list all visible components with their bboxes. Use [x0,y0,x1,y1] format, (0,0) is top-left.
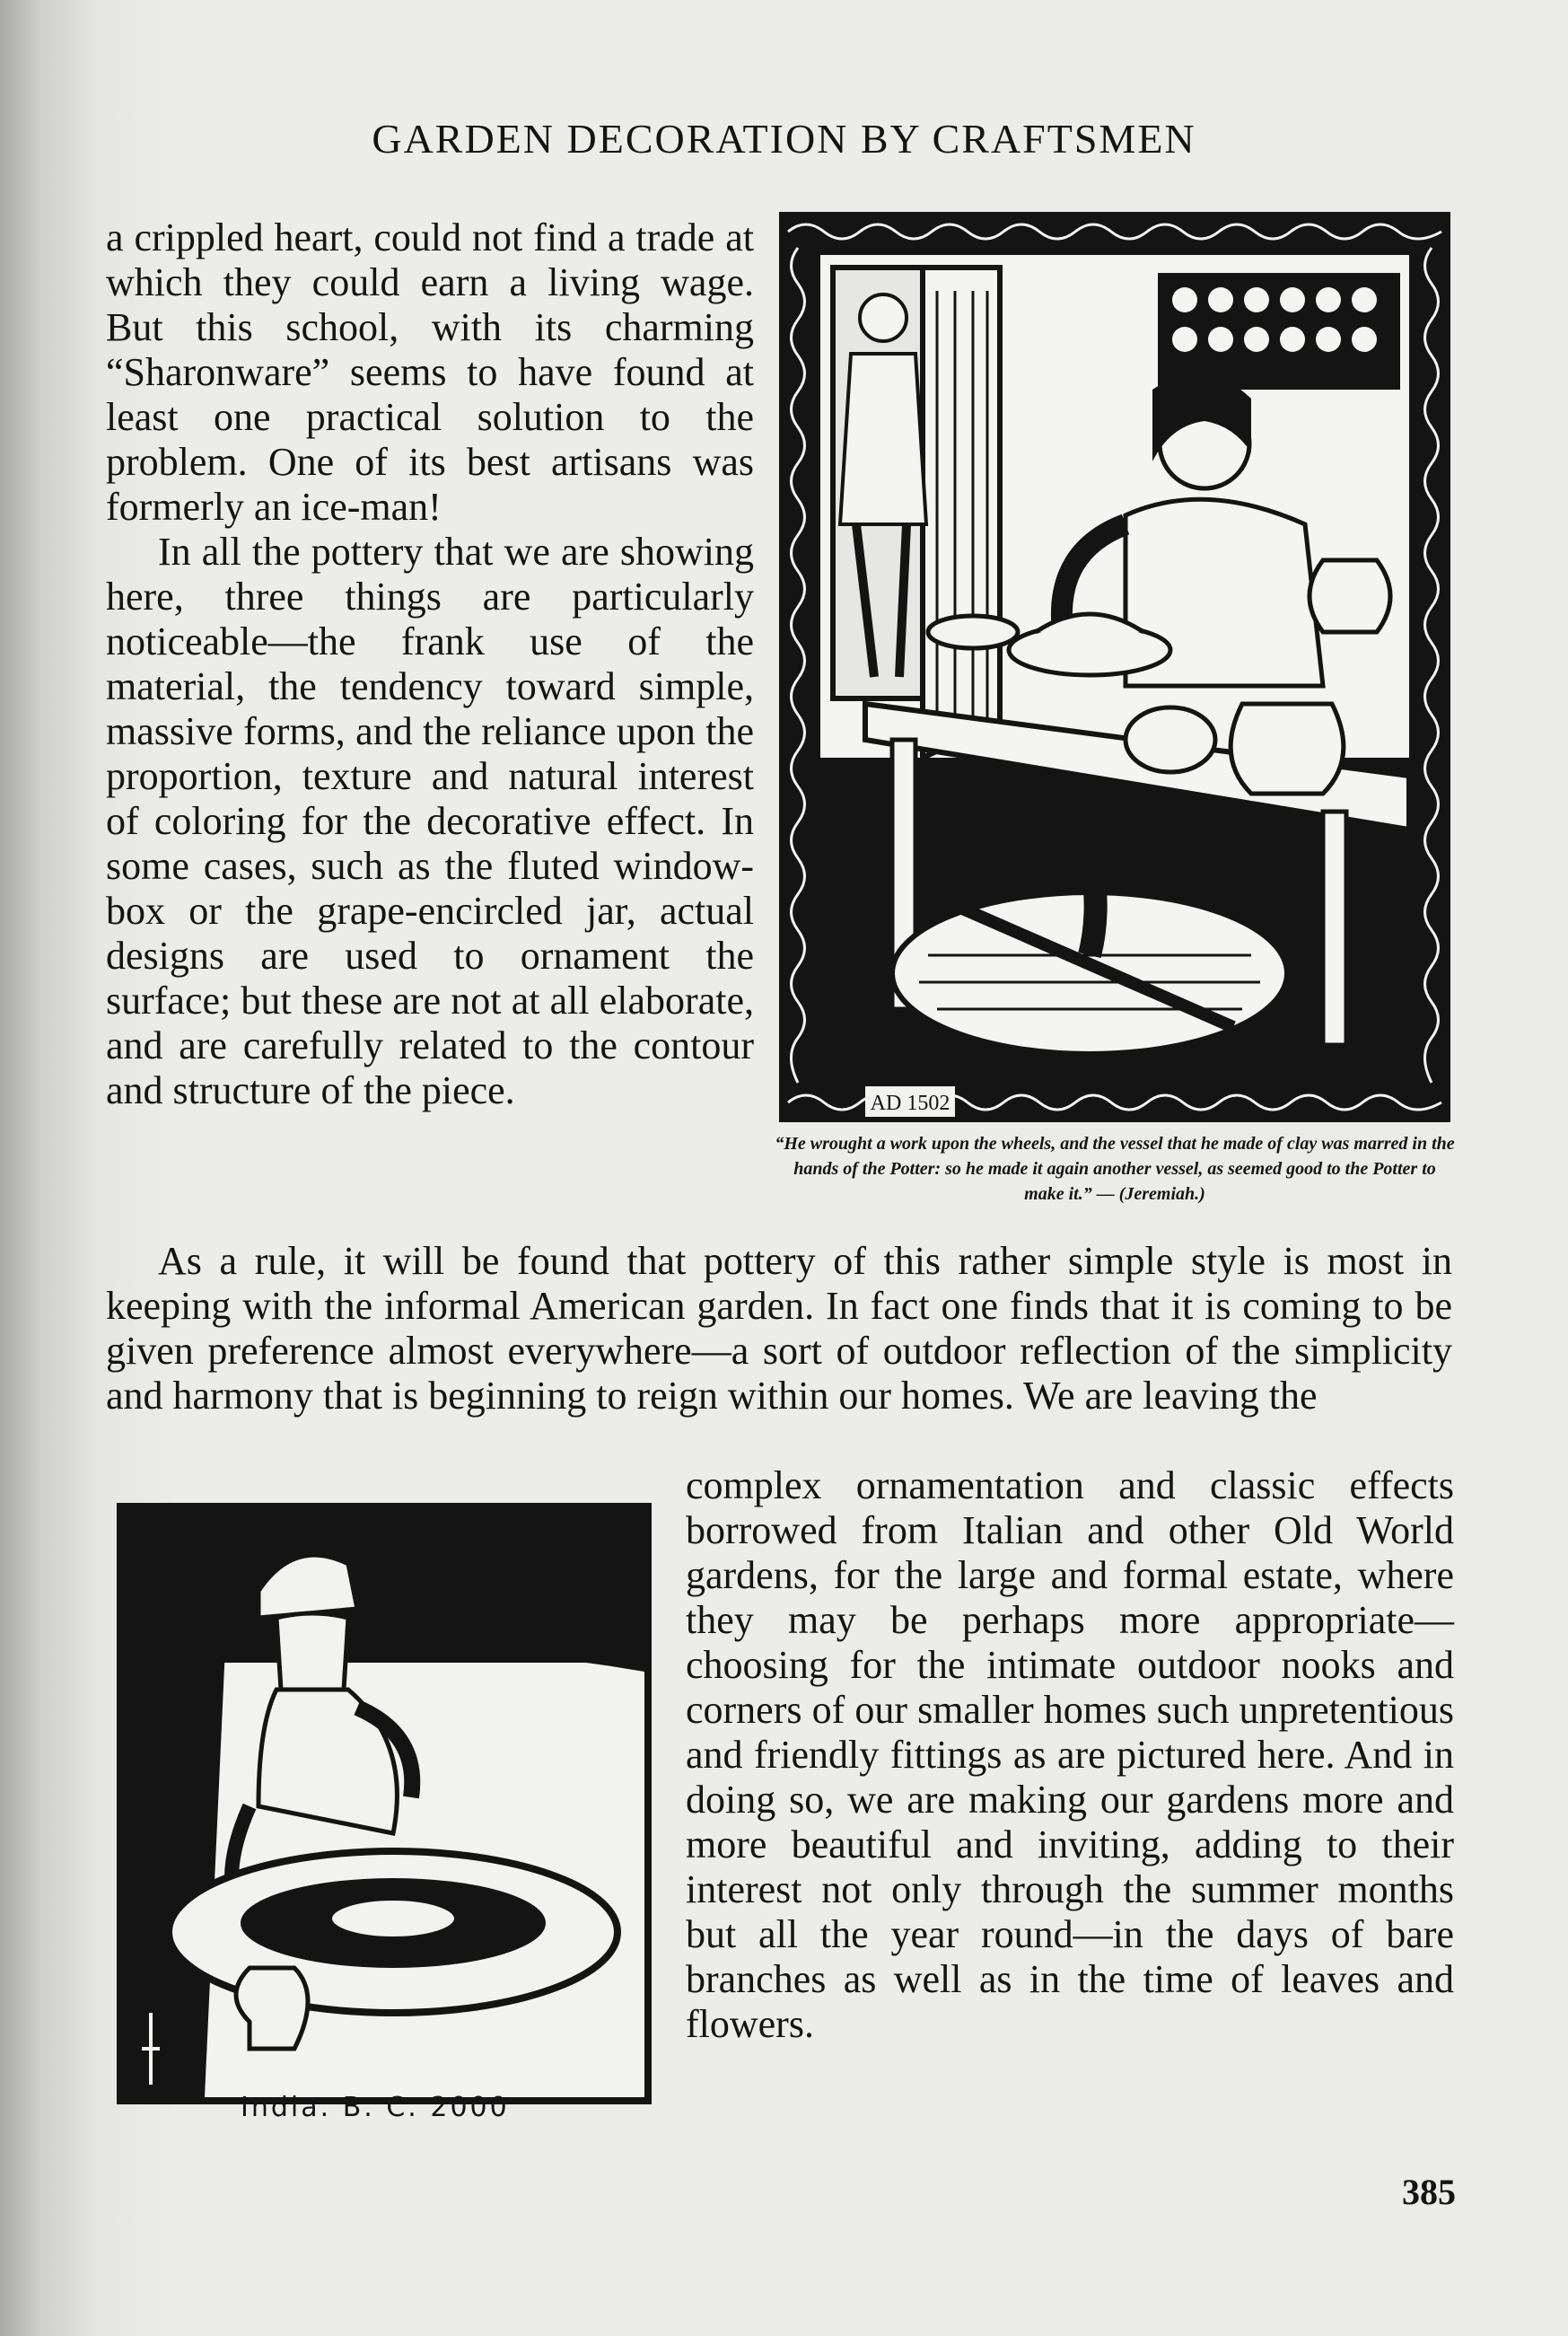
svg-text:AD 1502: AD 1502 [870,1092,950,1115]
clay-bowl [928,616,1018,648]
left-column-text [106,215,754,1113]
paragraph-sharonware: a crippled heart, could not find a trade at which they could earn a living wage. But this school, with its charming “Sharonware” seems to have found at least one practical solution to the problem. One of its best artisans was formerly an ice-man! [106,215,754,529]
figure1-caption: “He wrought a work upon the wheels, and the vessel that he made of clay was marred in the hands of the Potter: so he made it again another vessel, as seemed good to the Potter to make it.” — (Jeremiah.) [775,1134,1455,1204]
paragraph-pottery-qualities: In all the pottery that we are showing here, three things are particularly noticeable—the frank use of the material, the tendency toward simple, massive forms, and the reliance upon the proportion, texture and natural interest of coloring for the decorative effect. In some cases, such as the fluted window-box or the grape-encircled jar, actual designs are used to ornament the surface; but these are not at all elaborate, and are carefully related to the contour and structure of the piece. [106,530,754,1112]
boy-head [860,294,907,341]
india-potter-drawing [124,1510,644,2097]
paragraph-american-garden: As a rule, it will be found that pottery of this rather simple style is most in keeping with the informal American garden. In fact one finds that it is coming to be given preference almost everywhere—a sort of outdoor reflection of the simplicity and harmony that is beginning to reign within our homes. We are leaving the [106,1239,1452,1418]
running-header: GARDEN DECORATION BY CRAFTSMEN [372,116,1196,162]
potter-scene-drawing [820,255,1409,1079]
woodcut-scene [817,251,1413,1083]
tall-jar [1310,560,1390,632]
potters-wheel [1009,625,1170,675]
india-potter-illustration [117,1503,652,2104]
page-number: 385 [1402,2172,1456,2212]
potter-woodcut-illustration [779,212,1450,1122]
right-column-text [686,1463,1454,2047]
india-scene [124,1510,644,2097]
water-pot [236,1968,308,2049]
figure2-caption: India. B. C. 2000 [241,2092,510,2123]
boy-tunic [840,354,926,524]
paragraph-continued: complex ornamentation and classic effects borrowed from Italian and other Old World gardens, for the large and formal estate, where they may be perhaps more appropriate—choosing for the intimate outdoor nooks and corners of our smaller homes such unpretentious and friendly fittings as are pictured here. And in doing so, we are making our gardens more and more beautiful and inviting, adding to their interest not only through the summer months but all the year round—in the days of bare branches as well as in the time of leaves and flowers. [686,1463,1454,2046]
full-width-text [106,1239,1452,1418]
clay-lump [1126,707,1215,772]
round-pot [1231,704,1344,794]
tree-trunk [124,1510,232,2097]
